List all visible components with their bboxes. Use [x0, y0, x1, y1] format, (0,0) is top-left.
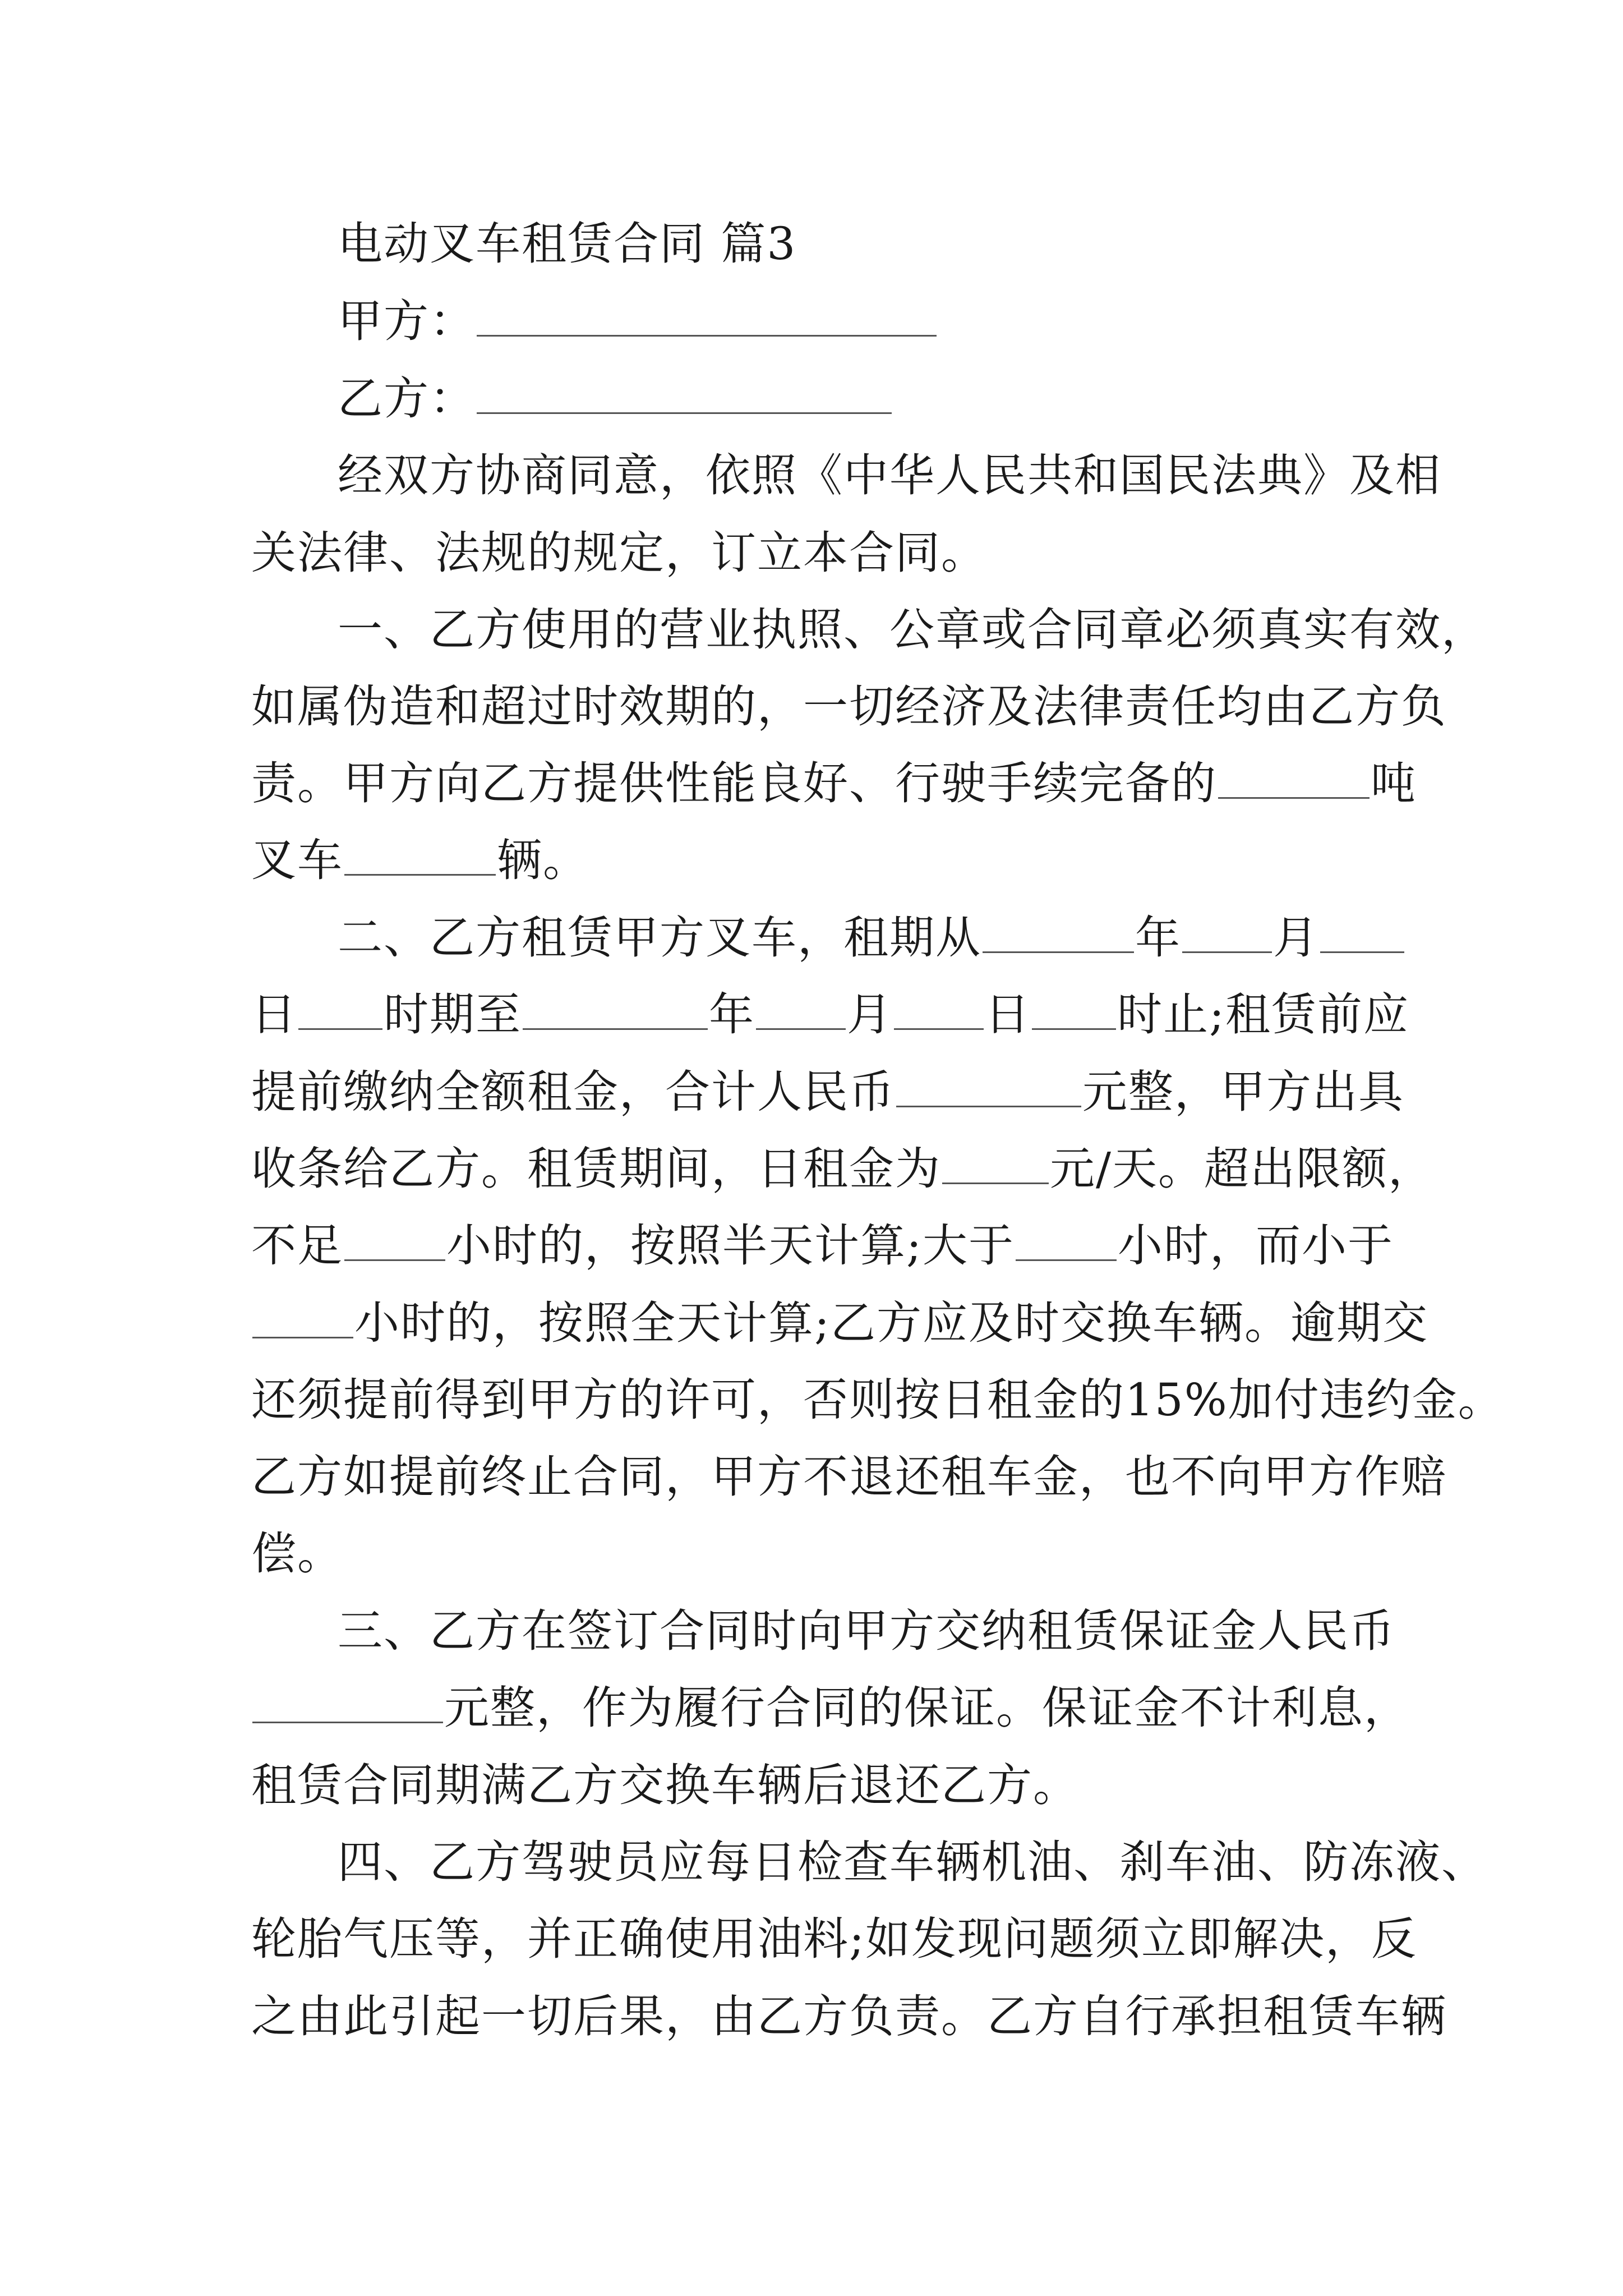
paragraph-text: 时止;租赁前应: [1117, 988, 1409, 1041]
paragraph-text: 收条给乙方。租赁期间，日租金为: [251, 1143, 941, 1195]
clause-1-line: [251, 756, 1417, 812]
paragraph-text: 月: [847, 988, 893, 1041]
paragraph-text: 提前缴纳全额租金，合计人民币: [251, 1066, 895, 1118]
clause-2-line: [251, 1064, 1404, 1120]
paragraph-text: 小时的，按照全天计算;乙方应及时交换车辆。逾期交: [354, 1297, 1428, 1349]
paragraph-text: 元整，甲方出具: [1082, 1066, 1404, 1118]
paragraph-text: 年: [709, 988, 755, 1041]
paragraph-text: 日: [985, 988, 1031, 1041]
clause-2-line: [251, 1526, 1395, 1582]
clause-1-line: [338, 602, 1487, 658]
paragraph-text: 轮胎气压等，并正确使用油料;如发现问题须立即解决，反: [251, 1913, 1417, 1965]
paragraph-text: 经双方协商同意，依照《中华人民共和国民法典》及相: [338, 449, 1441, 501]
clause-2-line: [338, 910, 1482, 966]
paragraph-intro-line: [251, 525, 1395, 581]
paragraph-text: 还须提前得到甲方的许可，否则按日租金的15%加付违约金。: [251, 1374, 1504, 1426]
paragraph-text: 小时，而小于: [1117, 1220, 1394, 1272]
party-b-line: [338, 371, 1482, 427]
clause-2-line: [251, 1449, 1447, 1505]
clause-1-line: [251, 679, 1447, 735]
paragraph-text: 关法律、法规的规定，订立本合同。: [251, 527, 987, 579]
vehicle-count-blank: [344, 874, 496, 876]
start-year-blank: [983, 951, 1134, 953]
deposit-amount-blank: [252, 1722, 443, 1723]
paragraph-text: 偿。: [251, 1527, 343, 1580]
paragraph-text: 时期至: [384, 988, 522, 1041]
title-text: 电动叉车租赁合同 篇3: [338, 218, 797, 270]
max-hours-blank: [252, 1337, 353, 1338]
paragraph-text: 一、乙方使用的营业执照、公章或合同章必须真实有效，: [338, 604, 1487, 656]
paragraph-text: 年: [1135, 912, 1181, 964]
clause-4-line: [251, 1911, 1417, 1967]
party-b-blank: [477, 412, 892, 414]
clause-4-line: [338, 1834, 1487, 1890]
paragraph-text: 四、乙方驾驶员应每日检查车辆机油、刹车油、防冻液、: [338, 1836, 1487, 1888]
start-day-blank: [1320, 951, 1404, 953]
paragraph-text: 吨: [1371, 757, 1417, 809]
paragraph-text: 月: [1273, 912, 1319, 964]
tonnage-blank: [1218, 797, 1370, 799]
paragraph-text: 二、乙方租赁甲方叉车，租期从: [338, 912, 981, 964]
daily-rent-blank: [942, 1182, 1049, 1184]
paragraph-text: 日: [251, 988, 297, 1041]
start-hour-blank: [298, 1028, 382, 1030]
min-hours-blank: [1016, 1259, 1117, 1261]
clause-3-line: [251, 1680, 1410, 1736]
paragraph-text: 元整，作为履行合同的保证。保证金不计利息，: [444, 1682, 1410, 1734]
clause-2-line: [251, 1295, 1428, 1351]
paragraph-text: 三、乙方在签订合同时向甲方交纳租赁保证金人民币: [338, 1605, 1395, 1657]
paragraph-text: 如属伪造和超过时效期的，一切经济及法律责任均由乙方负: [251, 680, 1447, 733]
end-day-blank: [894, 1028, 984, 1030]
half-day-hours-blank: [344, 1259, 445, 1261]
end-hour-blank: [1032, 1028, 1116, 1030]
clause-4-line: [251, 1989, 1447, 2045]
clause-2-line: [251, 1141, 1434, 1197]
clause-1-line: [251, 832, 1395, 889]
paragraph-text: 不足: [251, 1220, 343, 1272]
paragraph-text: 小时的，按照半天计算;大于: [446, 1220, 1015, 1272]
party-a-label: 甲方：: [338, 295, 476, 347]
document-title: [338, 216, 1482, 272]
total-rent-blank: [896, 1106, 1081, 1107]
paragraph-text: 租赁合同期满乙方交换车辆后退还乙方。: [251, 1759, 1079, 1811]
paragraph-intro-line: [338, 448, 1482, 504]
end-month-blank: [756, 1028, 846, 1030]
paragraph-text: 辆。: [497, 834, 589, 886]
paragraph-text: 乙方如提前终止合同，甲方不退还租车金，也不向甲方作赔: [251, 1451, 1447, 1503]
party-a-blank: [477, 335, 937, 337]
clause-2-line: [251, 987, 1409, 1043]
paragraph-text: 责。甲方向乙方提供性能良好、行驶手续完备的: [251, 757, 1217, 809]
end-year-blank: [523, 1028, 708, 1030]
start-month-blank: [1182, 951, 1272, 953]
paragraph-text: 之由此引起一切后果，由乙方负责。乙方自行承担租赁车辆: [251, 1990, 1447, 2042]
paragraph-text: 叉车: [251, 834, 343, 886]
paragraph-text: 元/天。超出限额，: [1050, 1143, 1434, 1195]
party-b-label: 乙方：: [338, 372, 476, 425]
clause-3-line: [251, 1757, 1395, 1814]
clause-3-line: [338, 1603, 1482, 1659]
party-a-line: [338, 293, 1482, 349]
clause-2-line: [251, 1372, 1504, 1428]
clause-2-line: [251, 1218, 1395, 1274]
